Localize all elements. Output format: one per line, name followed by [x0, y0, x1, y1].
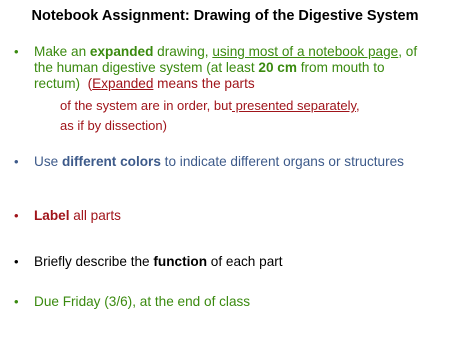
- underlined-presented-separately: presented separately: [231, 98, 357, 113]
- emphasis-function: function: [153, 254, 207, 269]
- bullet-item-1: [14, 44, 434, 92]
- emphasis-expanded: expanded: [89, 44, 154, 59]
- bullet-text-2: [34, 154, 434, 170]
- bullet-item-5: [14, 294, 434, 310]
- text-span: (: [87, 76, 93, 91]
- expanded-note: [88, 76, 255, 91]
- underlined-phrase: using most of a notebook page: [212, 44, 399, 59]
- slide-title: Notebook Assignment: Drawing of the Digestive System: [31, 8, 419, 24]
- text-span: drawing,: [153, 44, 213, 59]
- text-span: , of the human digestive system (at least: [34, 44, 418, 75]
- bullet-marker: •: [14, 208, 19, 223]
- bullet-marker: •: [14, 154, 19, 169]
- text-span: of each part: [207, 254, 283, 269]
- text-span: of the system are in order, but: [60, 98, 232, 113]
- text-span: means the parts: [153, 76, 255, 91]
- underlined-expanded: Expanded: [92, 76, 154, 91]
- bullet-marker: •: [14, 294, 19, 309]
- note-line-2: as if by dissection): [60, 118, 167, 133]
- text-span: to indicate different organs or structures: [160, 154, 404, 169]
- bullet-marker: •: [14, 44, 19, 59]
- text-span: all parts: [69, 208, 121, 223]
- bullet-text-4: [34, 254, 434, 270]
- bullet-item-3: [14, 208, 434, 224]
- text-span: ,: [356, 98, 360, 113]
- bullet-item-4: [14, 254, 434, 270]
- bullet-text-3: [34, 208, 434, 224]
- bullet-marker: •: [14, 254, 19, 269]
- bullet-text-5: Due Friday (3/6), at the end of class: [34, 294, 251, 309]
- text-span: Make an: [34, 44, 90, 59]
- note-line-1: [60, 98, 360, 114]
- bullet-item-2: [14, 154, 434, 170]
- emphasis-different-colors: different colors: [61, 154, 161, 169]
- text-span: Briefly describe the: [34, 254, 154, 269]
- text-span: Use: [34, 154, 62, 169]
- bullet-text-1: [34, 44, 434, 92]
- emphasis-20cm: 20 cm: [258, 60, 297, 75]
- emphasis-label: Label: [34, 208, 70, 223]
- text-span: from mouth to rectum): [34, 60, 385, 91]
